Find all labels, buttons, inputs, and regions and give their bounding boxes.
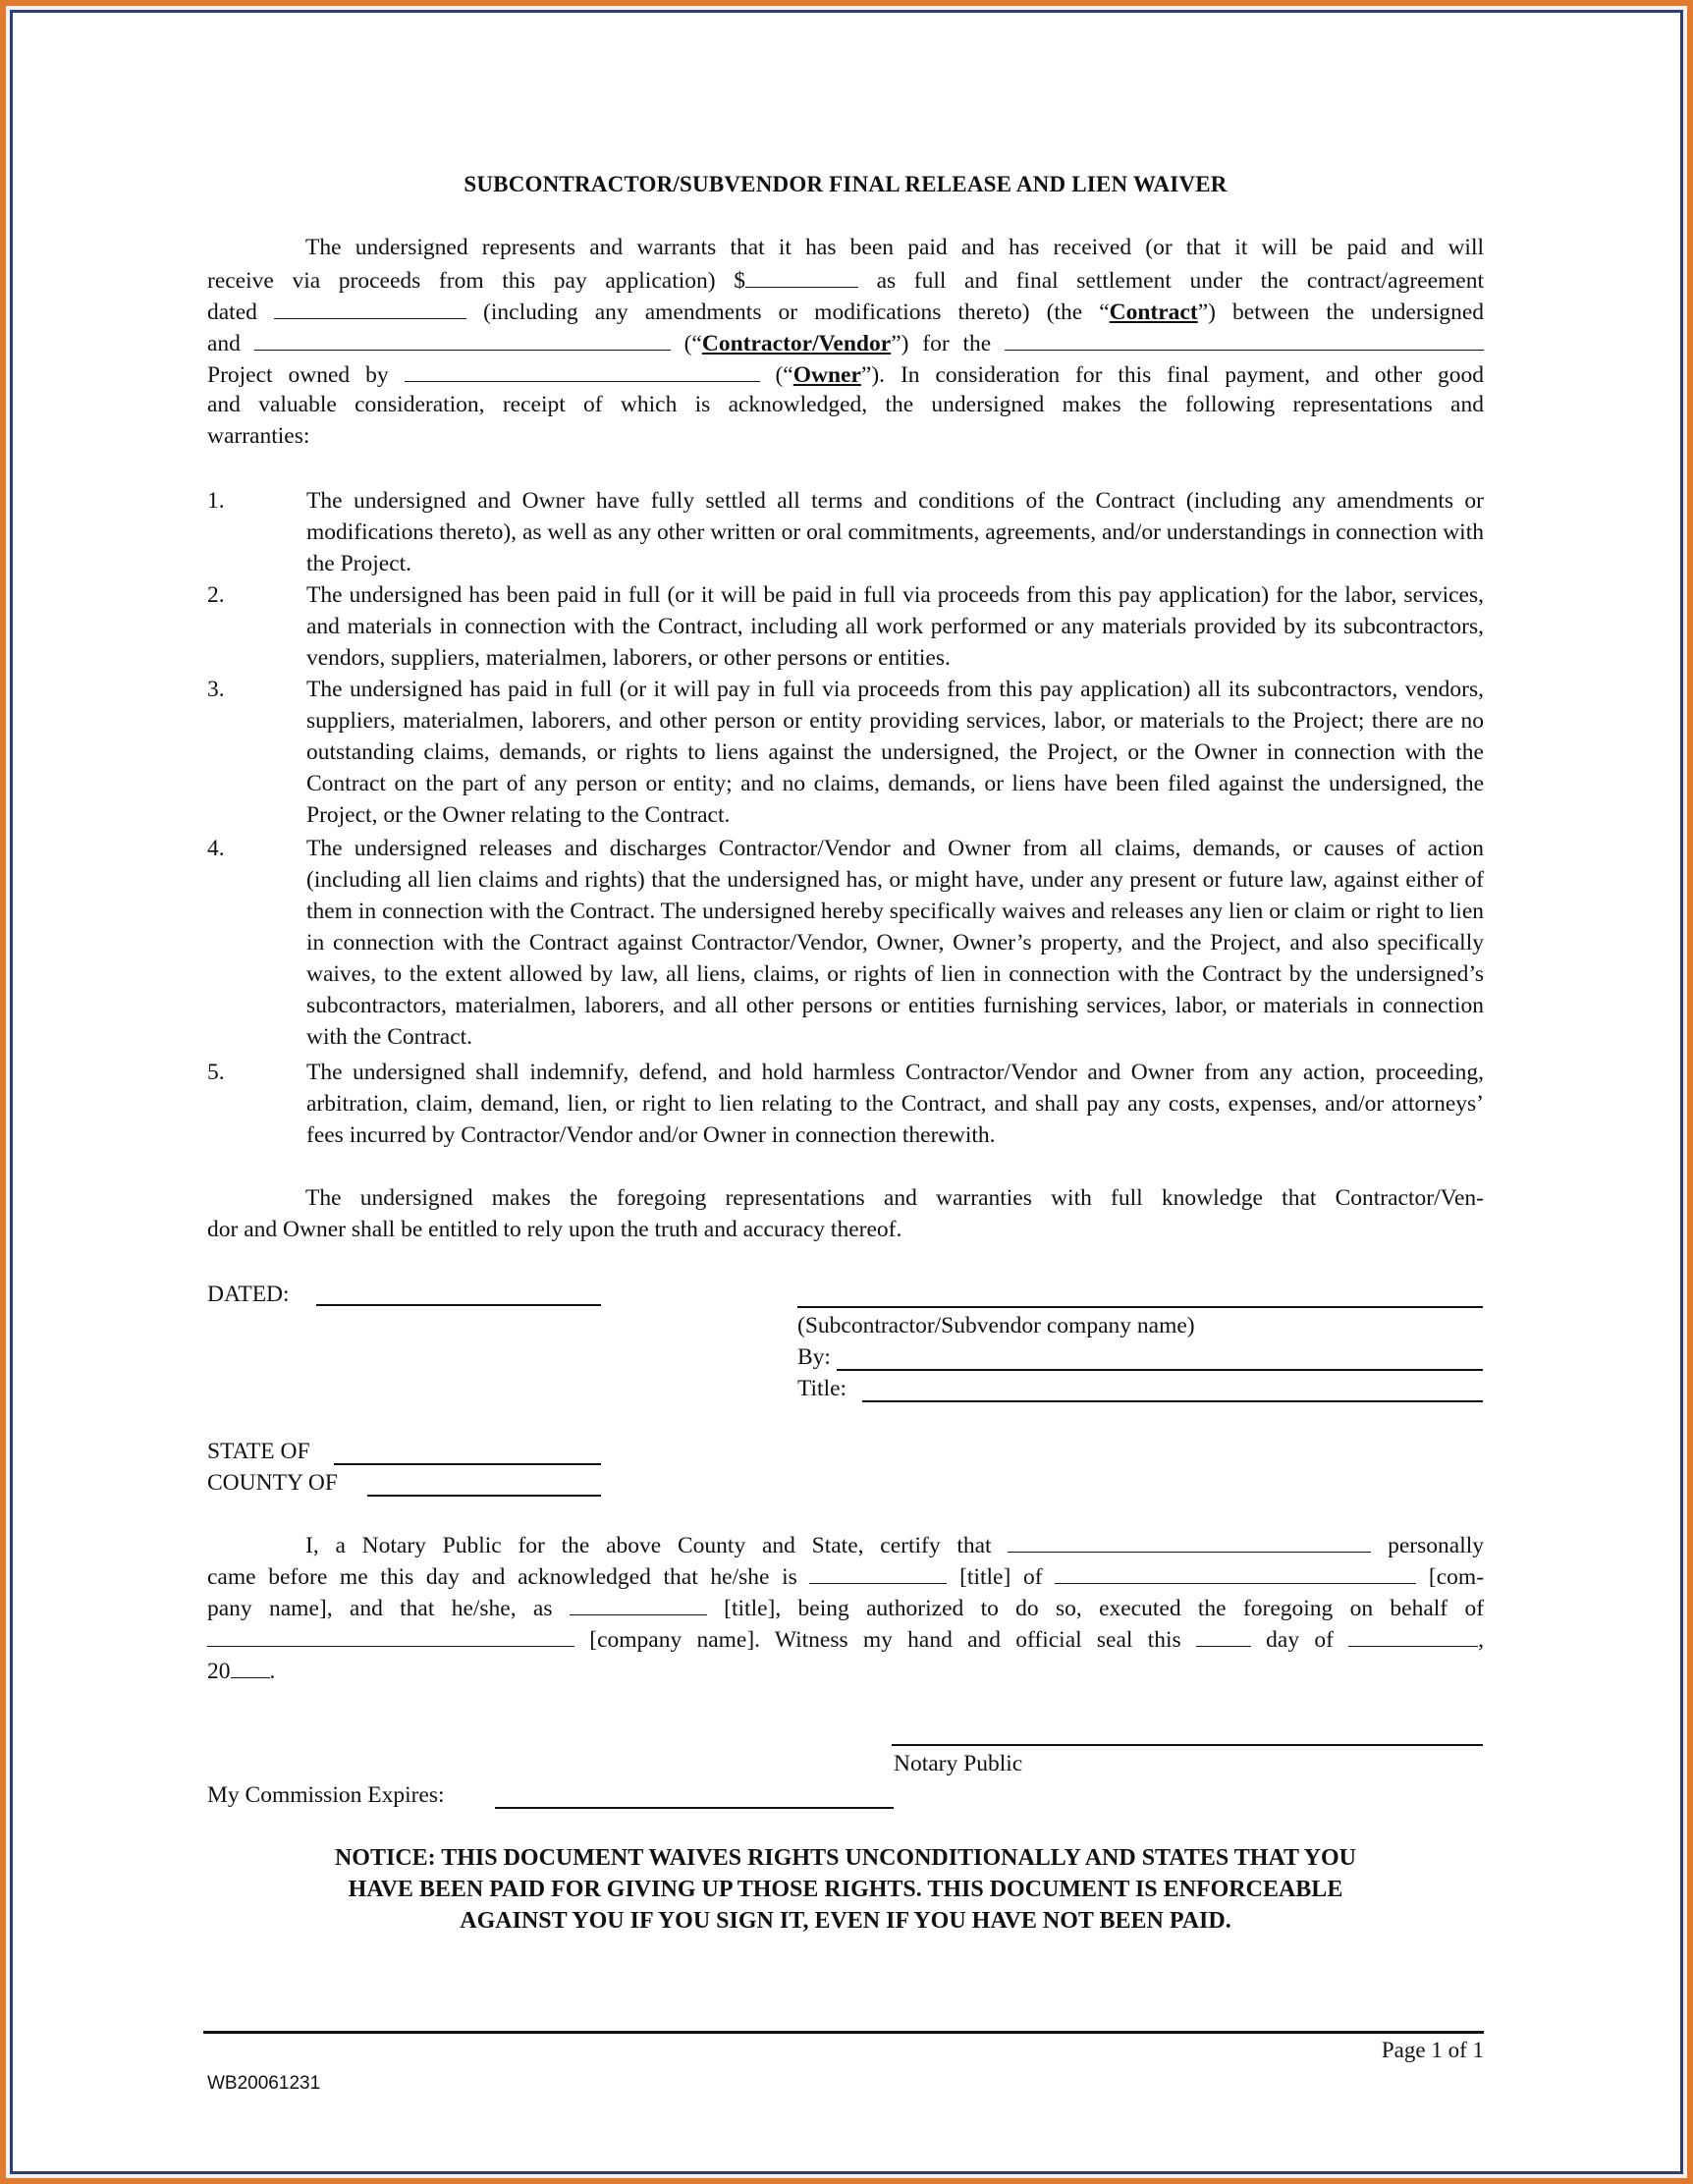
notary-behalf-blank[interactable] xyxy=(207,1622,574,1647)
county-label: COUNTY OF xyxy=(207,1470,338,1496)
state-line[interactable] xyxy=(334,1463,601,1465)
intro-line-1: The undersigned represents and warrants that it has been paid and has received (or that it will be paid and will xyxy=(305,235,1484,260)
notary-name-blank[interactable] xyxy=(1008,1528,1371,1553)
notary-line-2: came before me this day and acknowledged that he/she is [title] of [com- xyxy=(207,1559,1484,1593)
dated-line[interactable] xyxy=(316,1304,601,1306)
item-number: 2. xyxy=(207,582,225,608)
notary-line-1: I, a Notary Public for the above County and State, certify that personally xyxy=(305,1528,1484,1561)
document-title: SUBCONTRACTOR/SUBVENDOR FINAL RELEASE AND LIEN WAIVER xyxy=(464,172,1228,196)
intro-line-2: receive via proceeds from this pay application) $ as full and final settlement under the contract/agreement xyxy=(207,263,1484,297)
item-number: 5. xyxy=(207,1060,225,1085)
notary-line-4: [company name]. Witness my hand and official seal this day of , xyxy=(207,1622,1484,1656)
item-text: The undersigned releases and discharges Contractor/Vendor and Owner from all claims, demands, or causes of action (including all lien claims and rights) that the undersigned has, or might have, under any present or future law, against either of them in connection with the Contract. The undersigned hereby specifically waives and releases any lien or claim or right to lien in connection with the Contract against Contractor/Vendor, Owner, Owner’s property, and the Project, and also specifically waives, to the extent allowed by law, all liens, claims, or rights of lien in connection with the Contract by the undersigned’s subcontractors, materialmen, laborers, and all other persons or entities furnishing services, labor, or materials in connection with the Contract. xyxy=(306,836,1484,1050)
item-number: 3. xyxy=(207,677,225,702)
intro-line-6: and valuable consideration, receipt of which is acknowledged, the undersigned makes the following representations and xyxy=(207,392,1484,417)
by-line[interactable] xyxy=(837,1369,1483,1371)
page-number: Page 1 of 1 xyxy=(1381,2038,1484,2062)
item-number: 1. xyxy=(207,488,225,514)
notary-as-title-blank[interactable] xyxy=(570,1591,707,1615)
contractor-blank[interactable] xyxy=(254,326,671,351)
notary-line-3: pany name], and that he/she, as [title], being authorized to do so, executed the foregoing on behalf of xyxy=(207,1591,1484,1624)
dated-label: DATED: xyxy=(207,1282,290,1307)
company-signature-line[interactable] xyxy=(797,1306,1483,1308)
closing-line-1: The undersigned makes the foregoing representations and warranties with full knowledge that Contractor/Ven- xyxy=(305,1185,1484,1211)
amount-blank[interactable] xyxy=(745,263,858,288)
notary-year-blank[interactable] xyxy=(231,1654,270,1678)
by-label: By: xyxy=(797,1344,831,1370)
notary-day-blank[interactable] xyxy=(1196,1622,1251,1647)
item-text: The undersigned shall indemnify, defend, and hold harmless Contractor/Vendor and Owner from any action, proceeding, arbitration, claim, demand, lien, or right to lien relating to the Contract, and shall pay any costs, expenses, and/or attorneys’ fees incurred by Contractor/Vendor and/or Owner in connection therewith. xyxy=(306,1060,1484,1148)
date-blank[interactable] xyxy=(274,295,466,319)
form-code: WB20061231 xyxy=(207,2073,321,2094)
notary-public-label: Notary Public xyxy=(894,1751,1023,1776)
notary-line-5: 20 . xyxy=(207,1654,275,1687)
commission-label: My Commission Expires: xyxy=(207,1782,445,1808)
title-label: Title: xyxy=(797,1376,847,1401)
notary-company-blank[interactable] xyxy=(1055,1559,1416,1584)
legal-notice: NOTICE: THIS DOCUMENT WAIVES RIGHTS UNCONDITIONALLY AND STATES THAT YOU HAVE BEEN PAID FOR GIVING UP THOSE RIGHTS. THIS DOCUMENT IS ENFORCEABLE AGAINST YOU IF YOU SIGN IT, EVEN IF YOU HAVE NOT BEEN PAID. xyxy=(334,1845,1357,1934)
title-line[interactable] xyxy=(862,1400,1483,1402)
county-line[interactable] xyxy=(367,1495,601,1497)
notary-title-blank[interactable] xyxy=(809,1559,947,1584)
item-number: 4. xyxy=(207,836,225,861)
closing-line-2: dor and Owner shall be entitled to rely upon the truth and accuracy thereof. xyxy=(207,1217,902,1242)
footer-divider xyxy=(203,2031,1484,2034)
company-name-label: (Subcontractor/Subvendor company name) xyxy=(797,1313,1195,1338)
state-label: STATE OF xyxy=(207,1439,310,1464)
item-text: The undersigned has paid in full (or it will pay in full via proceeds from this pay application) all its subcontractors, vendors, suppliers, materialmen, laborers, and other person or entity providing services, labor, or materials to the Project; there are no outstanding claims, demands, or rights to liens against the undersigned, the Project, or the Owner in connection with the Contract on the part of any person or entity; and no claims, demands, or liens have been filed against the undersigned, the Project, or the Owner relating to the Contract. xyxy=(306,677,1484,828)
owner-blank[interactable] xyxy=(405,357,760,382)
notary-signature-line[interactable] xyxy=(892,1744,1483,1746)
item-text: The undersigned has been paid in full (or it will be paid in full via proceeds from this pay application) for the labor, services, and materials in connection with the Contract, including all work performed or any materials provided by its subcontractors, vendors, suppliers, materialmen, laborers, or other persons or entities. xyxy=(306,582,1484,671)
project-blank[interactable] xyxy=(1005,326,1484,351)
item-text: The undersigned and Owner have fully settled all terms and conditions of the Contract (including any amendments or modifications thereto), as well as any other written or oral commitments, agreements, and/or understandings in connection with the Project. xyxy=(306,488,1484,576)
intro-line-5: Project owned by (“Owner”). In consideration for this final payment, and other good xyxy=(207,357,1484,391)
commission-line[interactable] xyxy=(495,1807,894,1809)
intro-line-3: dated (including any amendments or modifications thereto) (the “Contract”) between the undersigned xyxy=(207,295,1484,328)
intro-line-4: and (“Contractor/Vendor”) for the xyxy=(207,326,1484,359)
notary-month-blank[interactable] xyxy=(1348,1622,1478,1647)
intro-line-7: warranties: xyxy=(207,423,310,449)
